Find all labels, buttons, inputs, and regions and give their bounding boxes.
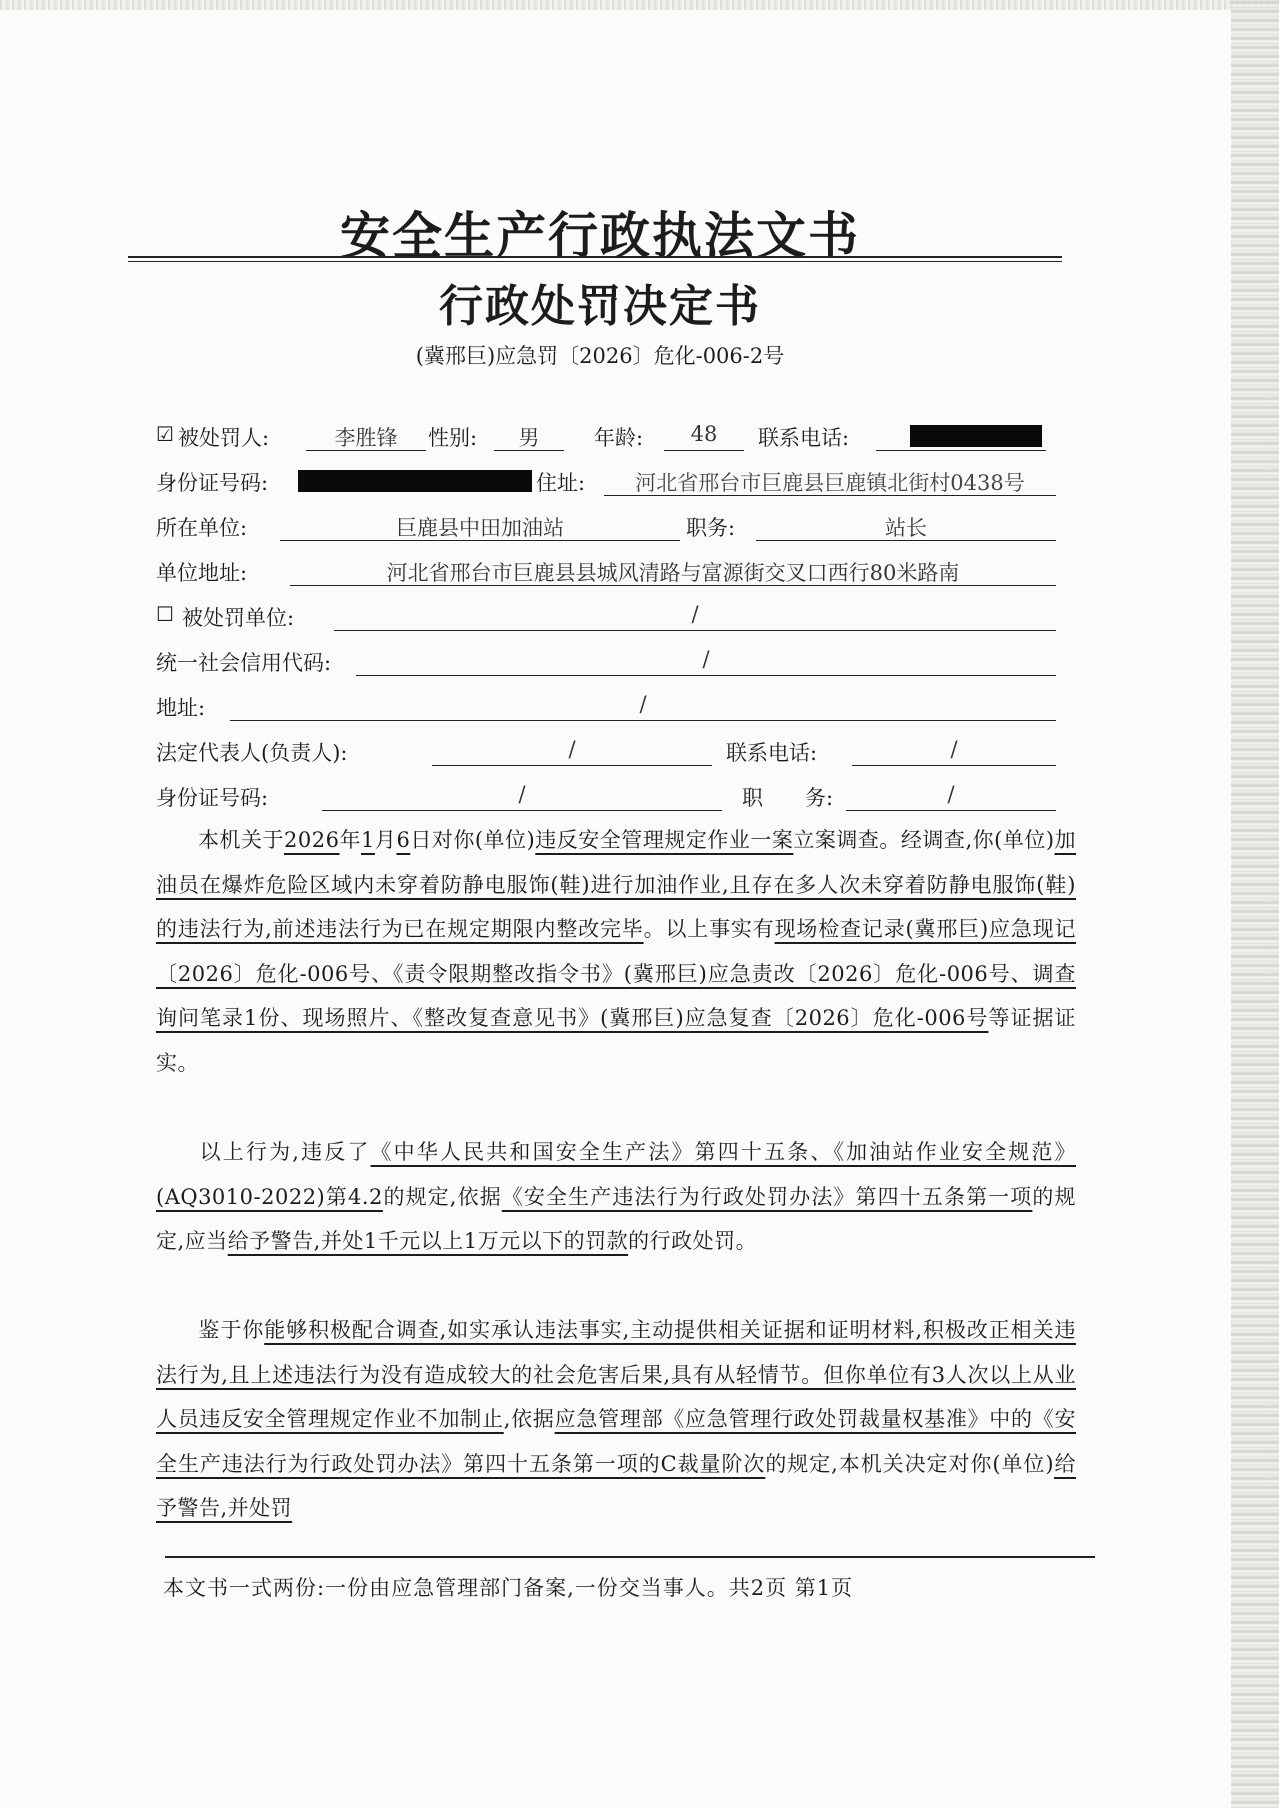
- age-field: 48: [664, 422, 744, 451]
- document-footer: 本文书一式两份:一份由应急管理部门备案,一份交当事人。共2页 第1页: [163, 1576, 854, 1600]
- p1-text-d: 日对你(单位): [410, 828, 536, 852]
- credit-code-label: 统一社会信用代码:: [156, 651, 332, 675]
- p2-text-a: 以上行为,违反了: [198, 1140, 371, 1164]
- p1-text-f: 。以上事实有: [643, 917, 775, 942]
- phone-label: 联系电话:: [758, 426, 850, 450]
- entity-position-field: /: [846, 782, 1056, 811]
- person-label: 被处罚人:: [178, 426, 270, 450]
- entity-field: /: [334, 602, 1056, 631]
- title-divider: [128, 256, 1062, 262]
- entity-phone-label: 联系电话:: [726, 741, 818, 765]
- entity-id-field: /: [322, 782, 722, 811]
- credit-code-field: /: [356, 647, 1056, 676]
- entity-checkbox[interactable]: ☐: [156, 602, 174, 626]
- id-address-row: [156, 467, 1056, 501]
- footer-divider: [165, 1556, 1095, 1558]
- p3-text-c: 的规定,本机关决定对你(单位): [765, 1451, 1055, 1476]
- entity-row: [156, 602, 1056, 636]
- page-right-edge: [1231, 0, 1279, 1808]
- unit-address-field: 河北省邢台市巨鹿县县城风清路与富源街交叉口西行80米路南: [290, 557, 1056, 586]
- document-subtitle: 行政处罚决定书: [439, 281, 761, 332]
- p3-text-b: ,依据: [503, 1407, 555, 1432]
- credit-code-row: [156, 647, 1056, 681]
- entity-address-label: 地址:: [156, 696, 206, 720]
- unit-field: 巨鹿县中田加油站: [280, 512, 680, 541]
- p1-text-e: 立案调查。经调查,你(单位): [793, 828, 1055, 852]
- circumstances: 能够积极配合调查,如实承认违法事实,主动提供相关证据和证明材料,积极改正相关违法行为,且上述违法行为没有造成较大的社会危害后果,具有从轻情节。但你单位有3人次以上从业人员违反安全管理规定作业不加制止: [156, 1318, 1076, 1432]
- unit-address-row: [156, 557, 1056, 591]
- address-field: 河北省邢台市巨鹿县巨鹿镇北街村0438号: [604, 467, 1056, 496]
- entity-address-row: [156, 692, 1056, 726]
- person-row: [156, 422, 1056, 456]
- p2-text-b: 的规定,依据: [382, 1184, 502, 1209]
- unit-address-label: 单位地址:: [156, 561, 248, 585]
- p1-text-g: 等证据证实。: [156, 1006, 1076, 1075]
- position-label: 职务:: [686, 516, 736, 540]
- paragraph-legal-basis: [156, 1130, 1076, 1264]
- decision-text: 给予警告,并处罚: [156, 1451, 1077, 1521]
- penalty-basis: 《安全生产违法行为行政处罚办法》第四十五条第一项: [501, 1184, 1033, 1209]
- position-field: 站长: [756, 512, 1056, 541]
- case-evidence: 现场检查记录(冀邢巨)应急现记〔2026〕危化-006号、《责令限期整改指令书》(冀邢巨)应急责改〔2026〕危化-006号、调查询问笔录1份、现场照片、《整改复查意见书》(冀邢巨)应急复查〔2026〕危化-006号: [156, 917, 1076, 1031]
- entity-label: 被处罚单位:: [182, 606, 295, 630]
- id-redaction: [298, 470, 532, 492]
- unit-row: [156, 512, 1056, 546]
- violated-law: 《中华人民共和国安全生产法》第四十五条、《加油站作业安全规范》(AQ3010-2022)第4.2: [156, 1140, 1076, 1209]
- p2-text-d: 的行政处罚。: [628, 1229, 758, 1254]
- penalty-range: 给予警告,并处1千元以上1万元以下的罚款: [227, 1229, 629, 1254]
- discretion-standard: 应急管理部《应急管理行政处罚裁量权基准》中的《安全生产违法行为行政处罚办法》第四十五条第一项的C裁量阶次: [156, 1407, 1077, 1476]
- p1-text-b: 年: [339, 828, 362, 852]
- case-month: 1: [361, 828, 375, 852]
- paragraph-case-facts: [156, 818, 1076, 1086]
- document-number: (冀邢巨)应急罚〔2026〕危化-006-2号: [415, 344, 785, 368]
- entity-id-row: [156, 782, 1056, 816]
- address-label: 住址:: [536, 471, 586, 495]
- p1-text-c: 月: [374, 828, 397, 852]
- unit-label: 所在单位:: [156, 516, 248, 540]
- entity-phone-field: /: [852, 737, 1056, 766]
- phone-redaction: [910, 425, 1042, 447]
- gender-field: 男: [494, 422, 564, 451]
- p3-text-a: 鉴于你: [198, 1318, 265, 1342]
- case-facts: 加油员在爆炸危险区域内未穿着防静电服饰(鞋)进行加油作业,且存在多人次未穿着防静电服饰(鞋)的违法行为,前述违法行为已在规定期限内整改完毕: [156, 828, 1077, 942]
- id-label: 身份证号码:: [156, 471, 269, 495]
- case-year: 2026: [284, 828, 340, 852]
- person-name-field: 李胜锋: [306, 422, 426, 451]
- document-title: 安全生产行政执法文书: [340, 206, 860, 265]
- page-top-edge: [0, 0, 1279, 10]
- p1-text-a: 本机关于: [198, 828, 285, 852]
- case-name: 违反安全管理规定作业一案: [535, 828, 794, 852]
- legal-rep-field: /: [432, 737, 712, 766]
- gender-label: 性别:: [428, 426, 478, 450]
- person-checkbox[interactable]: ☑: [156, 422, 174, 446]
- case-day: 6: [396, 828, 411, 852]
- p2-text-c: 的规定,应当: [156, 1184, 1077, 1254]
- legal-rep-row: [156, 737, 1056, 771]
- entity-address-field: /: [230, 692, 1056, 721]
- legal-rep-label: 法定代表人(负责人):: [156, 741, 348, 765]
- age-label: 年龄:: [594, 426, 644, 450]
- paragraph-decision: [156, 1308, 1076, 1531]
- entity-id-label: 身份证号码:: [156, 786, 269, 810]
- entity-position-label: 职 务:: [742, 786, 834, 810]
